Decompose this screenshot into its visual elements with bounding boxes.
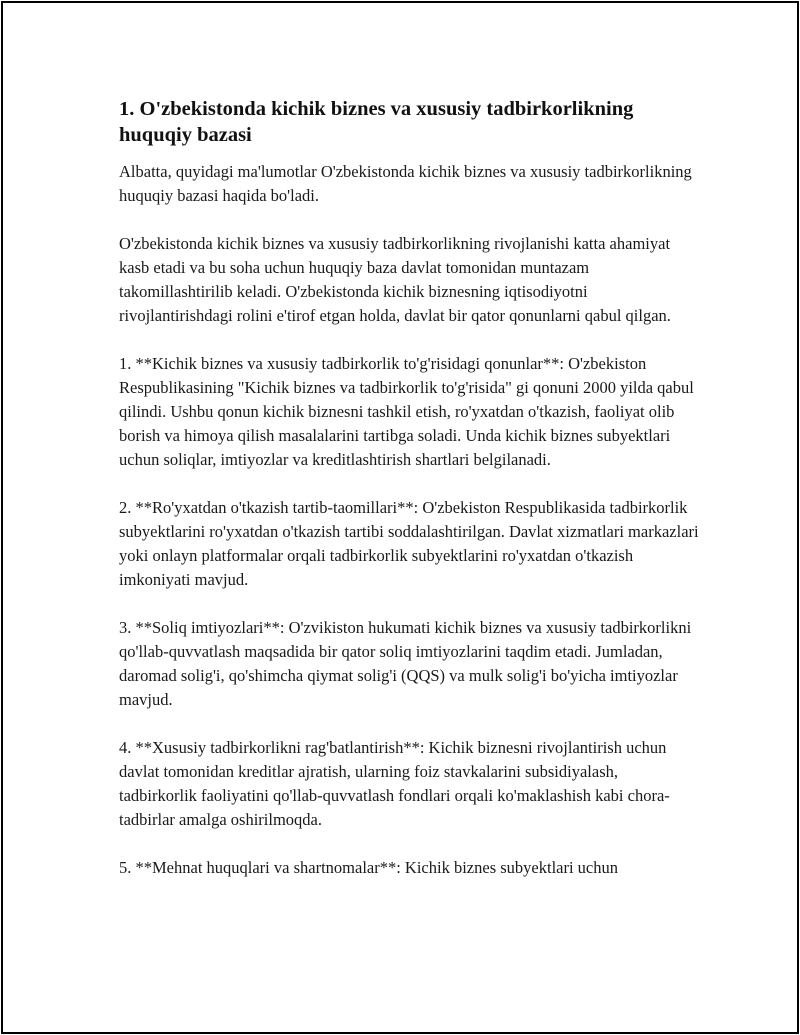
list-item-labor-rights: 5. **Mehnat huquqlari va shartnomalar**: Kichik biznes subyektlari uchun bbox=[119, 858, 619, 877]
list-item-tax-benefits: 3. **Soliq imtiyozlari**: O'zvikiston hukumati kichik biznes va xususiy tadbirkorlikni qo'llab-quvvatlash maqsadida bir qator soliq imtiyozlarini taqdim etadi. Jumladan, daromad solig'i, qo'shimcha qiymat solig'i (QQS) va mulk solig'i bo'yicha imtiyozlar mavjud. bbox=[119, 618, 692, 709]
intro-paragraph: Albatta, quyidagi ma'lumotlar O'zbekistonda kichik biznes va xususiy tadbirkorlikning huquqiy bazasi haqida bo'ladi. bbox=[119, 162, 692, 205]
document-body bbox=[119, 96, 699, 904]
list-item-laws: 1. **Kichik biznes va xususiy tadbirkorlik to'g'risidagi qonunlar**: O'zbekiston Respublikasining "Kichik biznes va tadbirkorlik to'g'risida" gi qonuni 2000 yilda qabul qilindi. Ushbu qonun kichik biznesni tashkil etish, ro'yxatdan o'tkazish, faoliyat olib borish va himoya qilish masalalarini tartibga soladi. Unda kichik biznes subyektlari uchun soliqlar, imtiyozlar va kreditlashtirish shartlari belgilanadi. bbox=[119, 354, 694, 469]
document-page bbox=[1, 1, 799, 1034]
list-item-registration: 2. **Ro'yxatdan o'tkazish tartib-taomillari**: O'zbekiston Respublikasida tadbirkorlik subyektlarini ro'yxatdan o'tkazish tartibi soddalashtirilgan. Davlat xizmatlari markazlari yoki onlayn platformalar orqali tadbirkorlik subyektlarini ro'yxatdan o'tkazish imkoniyati mavjud. bbox=[119, 498, 699, 589]
document-heading: 1. O'zbekistonda kichik biznes va xususiy tadbirkorlikning huquqiy bazasi bbox=[119, 98, 634, 146]
overview-paragraph: O'zbekistonda kichik biznes va xususiy tadbirkorlikning rivojlanishi katta ahamiyat kasb etadi va bu soha uchun huquqiy baza davlat tomonidan muntazam takomillashtirilib keladi. O'zbekistonda kichik biznesning iqtisodiyotni rivojlantirishdagi rolini e'tirof etgan holda, davlat bir qator qonunlarni qabul qilgan. bbox=[119, 234, 671, 325]
list-item-encouragement: 4. **Xususiy tadbirkorlikni rag'batlantirish**: Kichik biznesni rivojlantirish uchun davlat tomonidan kreditlar ajratish, ularning foiz stavkalarini subsidiyalash, tadbirkorlik faoliyatini qo'llab-quvvatlash fondlari orqali ko'maklashish kabi chora-tadbirlar amalga oshirilmoqda. bbox=[119, 738, 670, 829]
